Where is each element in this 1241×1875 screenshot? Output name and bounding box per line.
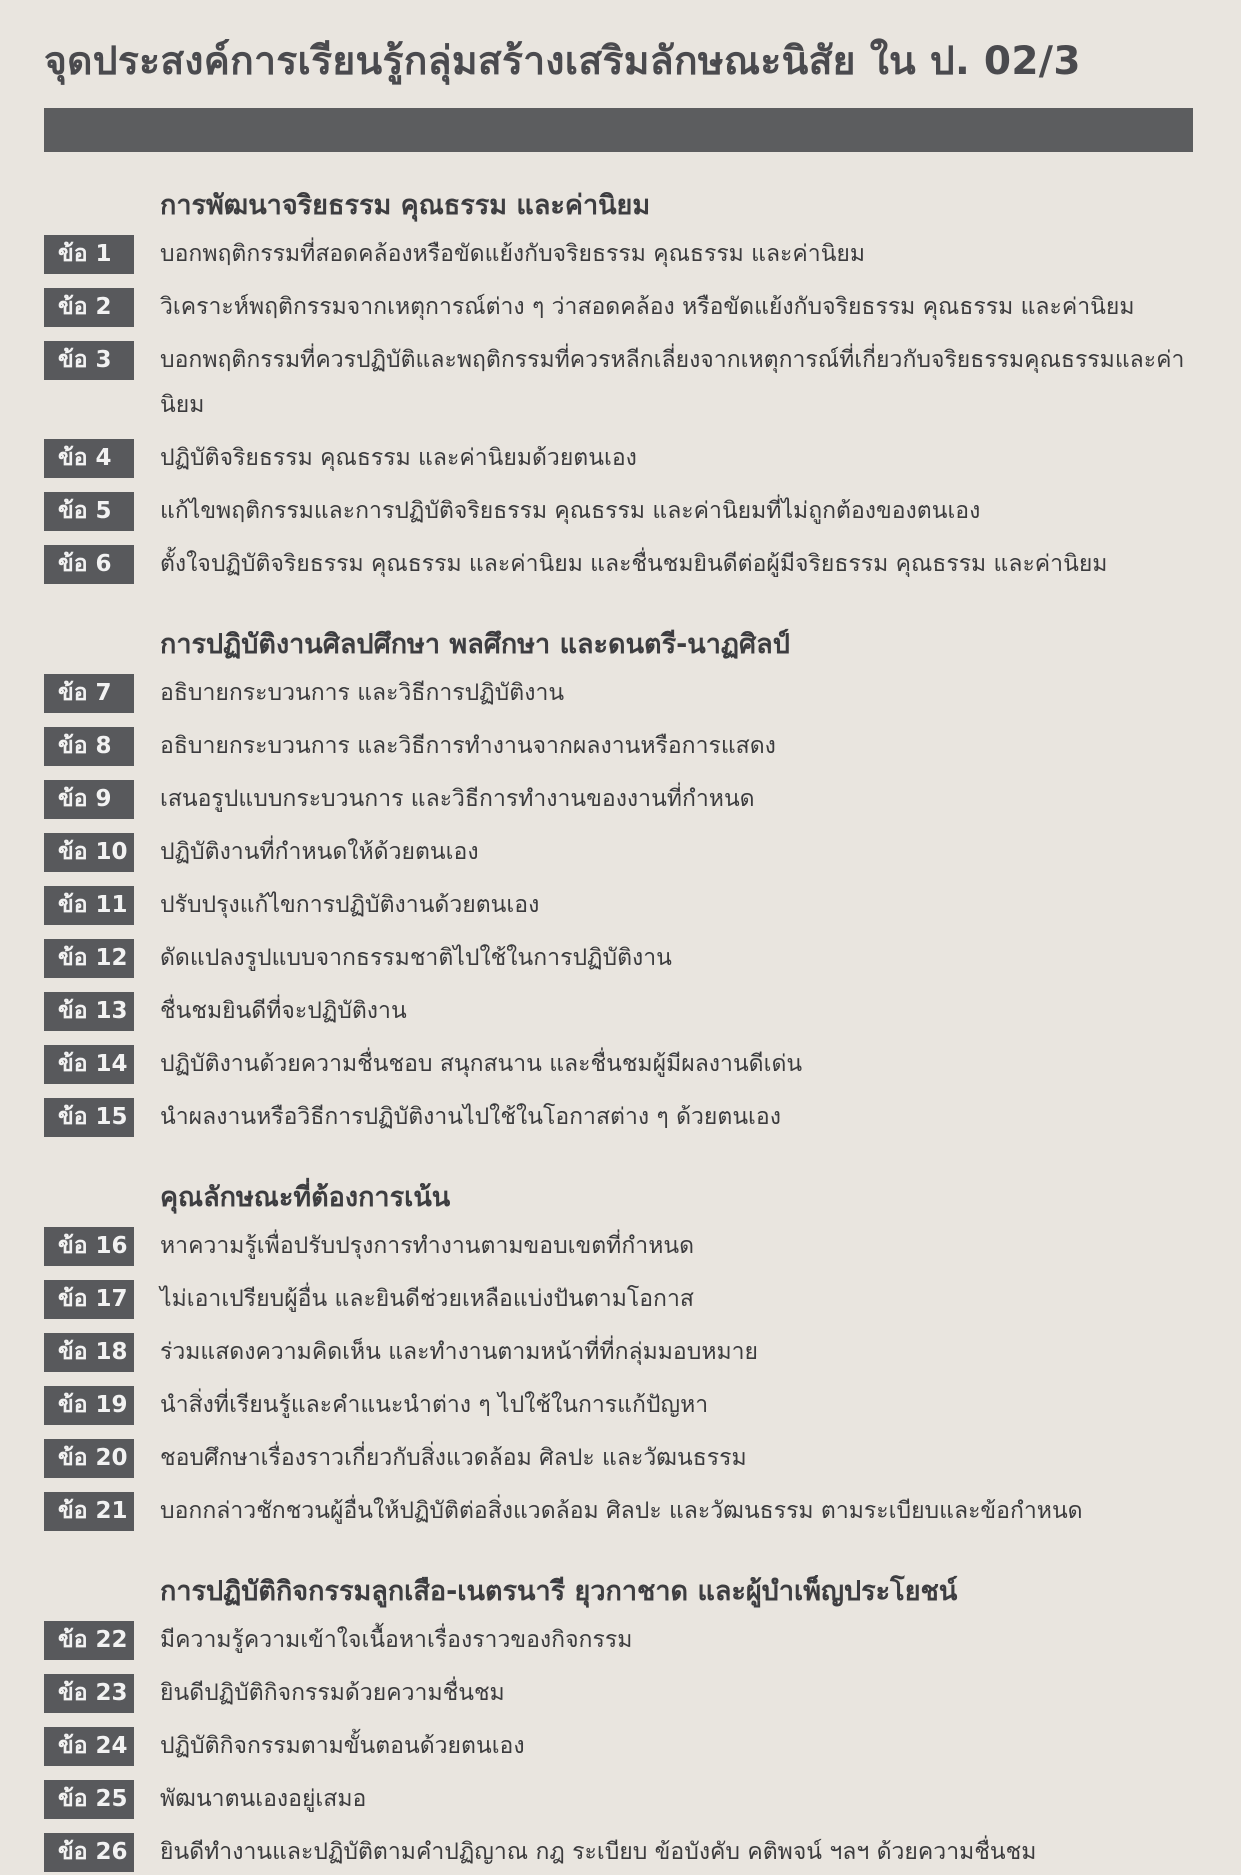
badge-number: 23 (95, 1680, 128, 1706)
objective-text: ยินดีปฏิบัติกิจกรรมด้วยความชื่นชม (160, 1680, 505, 1706)
section-heading: คุณลักษณะที่ต้องการเน้น (160, 1182, 451, 1213)
objective-text: อธิบายกระบวนการ และวิธีการทำงานจากผลงานหรือการแสดง (160, 733, 776, 759)
badge-prefix: ข้อ (58, 1627, 88, 1653)
objective-number-badge (44, 235, 134, 274)
badge-prefix: ข้อ (58, 551, 88, 577)
badge-prefix: ข้อ (58, 892, 88, 918)
badge-number: 19 (95, 1392, 128, 1418)
badge-prefix: ข้อ (58, 733, 88, 759)
badge-prefix: ข้อ (58, 1233, 88, 1259)
objective-text: ดัดแปลงรูปแบบจากธรรมชาติไปใช้ในการปฏิบัติงาน (160, 945, 672, 971)
badge-prefix: ข้อ (58, 998, 88, 1024)
badge-number: 16 (95, 1233, 128, 1259)
objective-text: ยินดีทำงานและปฏิบัติตามคำปฏิญาณ กฎ ระเบียบ ข้อบังคับ คติพจน์ ฯลฯ ด้วยความชื่นชม (160, 1839, 1037, 1865)
objective-section (44, 186, 1193, 587)
section-heading: การพัฒนาจริยธรรม คุณธรรม และค่านิยม (160, 190, 651, 221)
objective-number-badge (44, 992, 134, 1031)
objective-number-badge (44, 1780, 134, 1819)
objective-section (44, 625, 1193, 1140)
badge-number: 8 (95, 733, 112, 759)
badge-number: 4 (95, 445, 112, 471)
objective-number-badge (44, 1045, 134, 1084)
objective-number-badge (44, 341, 134, 380)
badge-prefix: ข้อ (58, 1839, 88, 1865)
title-divider-bar (44, 108, 1193, 152)
badge-number: 25 (95, 1786, 128, 1812)
badge-prefix: ข้อ (58, 1339, 88, 1365)
badge-number: 21 (95, 1498, 128, 1524)
objective-item (44, 1436, 1193, 1481)
objective-text: บอกพฤติกรรมที่ควรปฏิบัติและพฤติกรรมที่ควรหลีกเลี่ยงจากเหตุการณ์ที่เกี่ยวกับจริยธรรมคุณธรรมและค่านิยม (160, 347, 1185, 418)
objective-text: ปฏิบัติงานด้วยความชื่นชอบ สนุกสนาน และชื่นชมผู้มีผลงานดีเด่น (160, 1051, 803, 1077)
objective-item (44, 1618, 1193, 1663)
badge-prefix: ข้อ (58, 1104, 88, 1130)
badge-prefix: ข้อ (58, 1445, 88, 1471)
badge-number: 18 (95, 1339, 128, 1365)
badge-prefix: ข้อ (58, 1498, 88, 1524)
badge-prefix: ข้อ (58, 347, 88, 373)
objective-text: ชอบศึกษาเรื่องราวเกี่ยวกับสิ่งแวดล้อม ศิลปะ และวัฒนธรรม (160, 1445, 747, 1471)
objective-number-badge (44, 939, 134, 978)
objective-number-badge (44, 1833, 134, 1872)
badge-number: 17 (95, 1286, 128, 1312)
objective-item (44, 777, 1193, 822)
badge-number: 10 (95, 839, 128, 865)
objective-section (44, 1572, 1193, 1875)
objective-item (44, 936, 1193, 981)
objective-number-badge (44, 545, 134, 584)
badge-number: 1 (95, 241, 112, 267)
objective-number-badge (44, 1674, 134, 1713)
objective-number-badge (44, 886, 134, 925)
objective-item (44, 489, 1193, 534)
objective-item (44, 1042, 1193, 1087)
objective-item (44, 285, 1193, 330)
objective-number-badge (44, 833, 134, 872)
objective-item (44, 883, 1193, 928)
badge-prefix: ข้อ (58, 1286, 88, 1312)
objectives-list (44, 186, 1193, 1875)
objective-text: นำสิ่งที่เรียนรู้และคำแนะนำต่าง ๆ ไปใช้ในการแก้ปัญหา (160, 1392, 709, 1418)
badge-number: 6 (95, 551, 112, 577)
objective-number-badge (44, 288, 134, 327)
objective-text: ปฏิบัติกิจกรรมตามขั้นตอนด้วยตนเอง (160, 1733, 525, 1759)
objective-item (44, 724, 1193, 769)
objective-text: ปฏิบัติงานที่กำหนดให้ด้วยตนเอง (160, 839, 479, 865)
objective-text: หาความรู้เพื่อปรับปรุงการทำงานตามขอบเขตที่กำหนด (160, 1233, 695, 1259)
objective-text: นำผลงานหรือวิธีการปฏิบัติงานไปใช้ในโอกาสต่าง ๆ ด้วยตนเอง (160, 1104, 781, 1130)
objective-item (44, 1277, 1193, 1322)
objective-number-badge (44, 1280, 134, 1319)
objective-text: เสนอรูปแบบกระบวนการ และวิธีการทำงานของงานที่กำหนด (160, 786, 755, 812)
badge-number: 14 (95, 1051, 128, 1077)
badge-number: 3 (95, 347, 112, 373)
objective-number-badge (44, 1439, 134, 1478)
objective-item (44, 1489, 1193, 1534)
objective-number-badge (44, 439, 134, 478)
objective-item (44, 1383, 1193, 1428)
objective-number-badge (44, 674, 134, 713)
objective-text: บอกพฤติกรรมที่สอดคล้องหรือขัดแย้งกับจริยธรรม คุณธรรม และค่านิยม (160, 241, 866, 267)
objective-item (44, 1724, 1193, 1769)
badge-number: 11 (95, 892, 128, 918)
badge-number: 2 (95, 294, 112, 320)
objective-item (44, 1330, 1193, 1375)
section-heading: การปฏิบัติงานศิลปศึกษา พลศึกษา และดนตรี-นาฏศิลป์ (160, 629, 790, 660)
objective-number-badge (44, 1386, 134, 1425)
objective-section (44, 1178, 1193, 1534)
objective-item (44, 1671, 1193, 1716)
objective-number-badge (44, 1492, 134, 1531)
objective-text: วิเคราะห์พฤติกรรมจากเหตุการณ์ต่าง ๆ ว่าสอดคล้อง หรือขัดแย้งกับจริยธรรม คุณธรรม และค่านิยม (160, 294, 1135, 320)
badge-number: 13 (95, 998, 128, 1024)
objective-text: ปฏิบัติจริยธรรม คุณธรรม และค่านิยมด้วยตนเอง (160, 445, 637, 471)
objective-item (44, 989, 1193, 1034)
objective-item (44, 1224, 1193, 1269)
objective-text: มีความรู้ความเข้าใจเนื้อหาเรื่องราวของกิจกรรม (160, 1627, 633, 1653)
badge-prefix: ข้อ (58, 241, 88, 267)
badge-prefix: ข้อ (58, 1786, 88, 1812)
objective-number-badge (44, 1333, 134, 1372)
badge-number: 26 (95, 1839, 128, 1865)
page-title: จุดประสงค์การเรียนรู้กลุ่มสร้างเสริมลักษณะนิสัย ใน ป. 02/3 (44, 39, 1081, 84)
badge-prefix: ข้อ (58, 1392, 88, 1418)
objective-item (44, 436, 1193, 481)
objective-text: ไม่เอาเปรียบผู้อื่น และยินดีช่วยเหลือแบ่งปันตามโอกาส (160, 1286, 694, 1312)
objective-item (44, 671, 1193, 716)
badge-number: 20 (95, 1445, 128, 1471)
objective-item (44, 1830, 1193, 1875)
objective-number-badge (44, 727, 134, 766)
badge-number: 5 (95, 498, 112, 524)
objective-text: ชื่นชมยินดีที่จะปฏิบัติงาน (160, 998, 407, 1024)
badge-prefix: ข้อ (58, 1733, 88, 1759)
objective-item (44, 1777, 1193, 1822)
badge-prefix: ข้อ (58, 445, 88, 471)
objective-number-badge (44, 1727, 134, 1766)
badge-number: 24 (95, 1733, 128, 1759)
objective-item (44, 338, 1193, 428)
objective-number-badge (44, 780, 134, 819)
badge-prefix: ข้อ (58, 945, 88, 971)
badge-number: 22 (95, 1627, 128, 1653)
objective-item (44, 1095, 1193, 1140)
badge-number: 15 (95, 1104, 128, 1130)
badge-number: 9 (95, 786, 112, 812)
badge-prefix: ข้อ (58, 786, 88, 812)
objective-text: ร่วมแสดงความคิดเห็น และทำงานตามหน้าที่ที่กลุ่มมอบหมาย (160, 1339, 759, 1365)
badge-prefix: ข้อ (58, 839, 88, 865)
badge-prefix: ข้อ (58, 294, 88, 320)
objective-text: ปรับปรุงแก้ไขการปฏิบัติงานด้วยตนเอง (160, 892, 540, 918)
objective-text: ตั้งใจปฏิบัติจริยธรรม คุณธรรม และค่านิยม และชื่นชมยินดีต่อผู้มีจริยธรรม คุณธรรม และค่านิยม (160, 551, 1108, 577)
badge-prefix: ข้อ (58, 680, 88, 706)
badge-prefix: ข้อ (58, 498, 88, 524)
objective-item (44, 542, 1193, 587)
objective-number-badge (44, 1621, 134, 1660)
section-heading: การปฏิบัติกิจกรรมลูกเสือ-เนตรนารี ยุวกาชาด และผู้บำเพ็ญประโยชน์ (160, 1576, 958, 1607)
objective-number-badge (44, 1098, 134, 1137)
objective-text: อธิบายกระบวนการ และวิธีการปฏิบัติงาน (160, 680, 565, 706)
objective-text: แก้ไขพฤติกรรมและการปฏิบัติจริยธรรม คุณธรรม และค่านิยมที่ไม่ถูกต้องของตนเอง (160, 498, 981, 524)
objective-item (44, 232, 1193, 277)
objective-number-badge (44, 1227, 134, 1266)
badge-prefix: ข้อ (58, 1051, 88, 1077)
badge-number: 7 (95, 680, 112, 706)
objective-item (44, 830, 1193, 875)
badge-number: 12 (95, 945, 128, 971)
objective-text: พัฒนาตนเองอยู่เสมอ (160, 1786, 367, 1812)
objective-text: บอกกล่าวชักชวนผู้อื่นให้ปฏิบัติต่อสิ่งแวดล้อม ศิลปะ และวัฒนธรรม ตามระเบียบและข้อกำหนด (160, 1498, 1083, 1524)
objective-number-badge (44, 492, 134, 531)
badge-prefix: ข้อ (58, 1680, 88, 1706)
